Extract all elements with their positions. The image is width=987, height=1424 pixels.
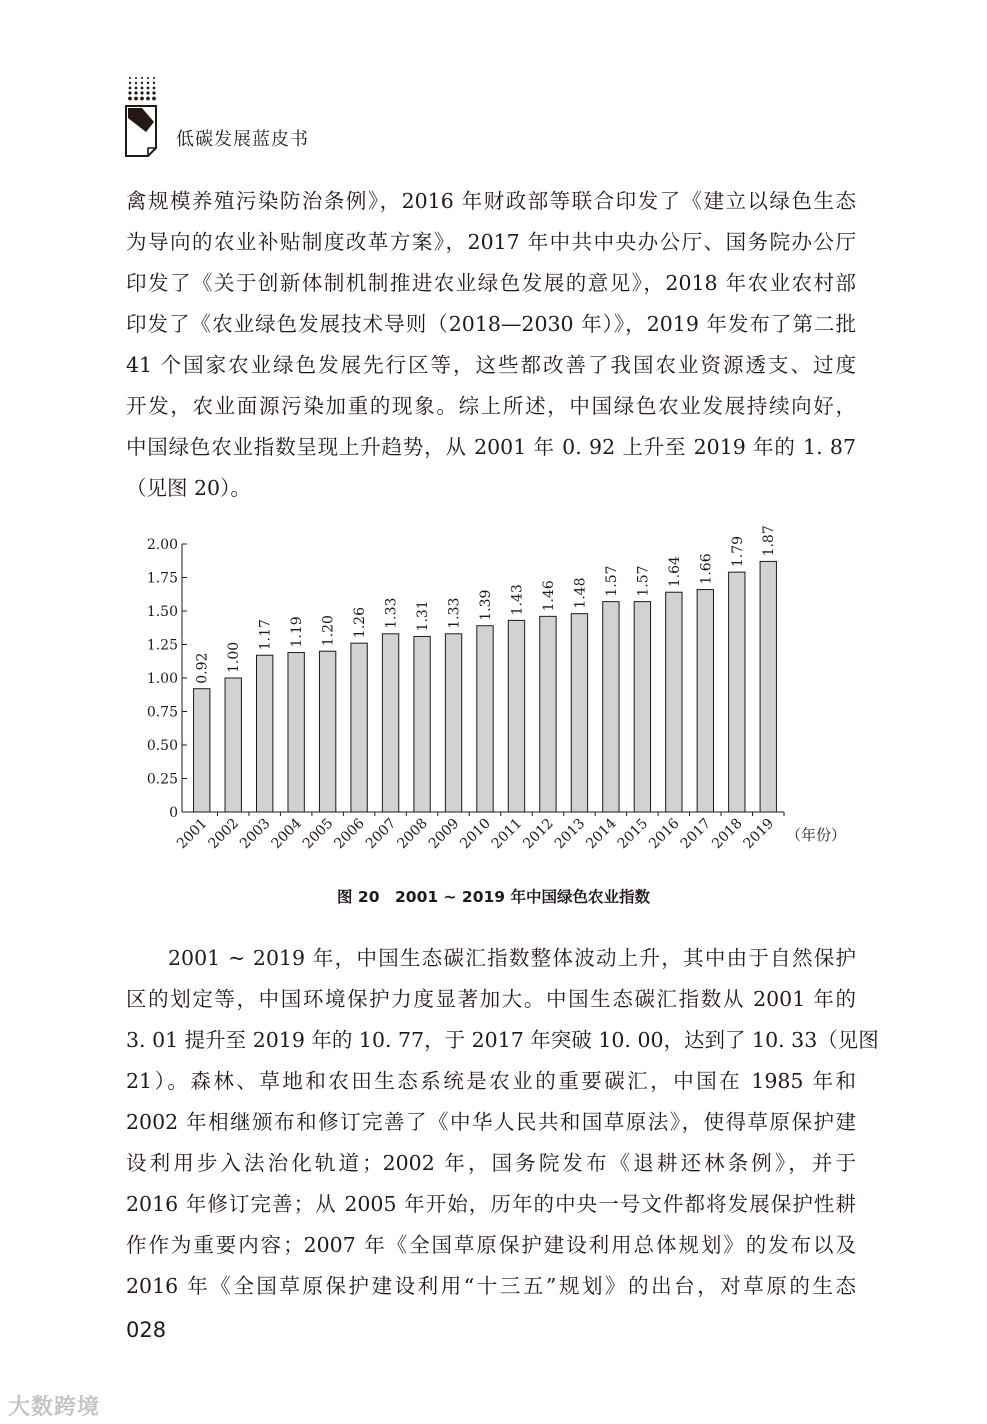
bar (571, 614, 587, 812)
x-tick-label: 2017 (677, 815, 715, 853)
bar (760, 561, 776, 812)
bar (257, 655, 273, 812)
y-tick-label: 1.75 (146, 570, 178, 587)
data-label: 1.31 (415, 600, 432, 632)
data-label: 1.66 (698, 553, 715, 585)
data-label: 1.87 (761, 525, 778, 557)
data-label: 1.17 (257, 619, 274, 651)
x-tick-label: 2019 (740, 815, 778, 853)
text-line: 设利用步入法治化轨道；2002 年，国务院发布《退耕还林条例》，并于 (126, 1151, 856, 1175)
watermark: 大数跨境 (8, 1395, 101, 1420)
x-tick-label: 2014 (583, 815, 620, 853)
x-axis-label: （年份） (786, 826, 847, 844)
y-tick-label: 1.25 (146, 637, 178, 654)
data-label: 0.92 (194, 652, 211, 684)
bar (194, 689, 210, 812)
text-line: 禽规模养殖污染防治条例》，2016 年财政部等联合印发了《建立以绿色生态 (126, 189, 856, 213)
data-label: 1.33 (383, 597, 400, 629)
y-tick-label: 0.50 (146, 738, 178, 754)
text-line: （见图 20）。 (126, 476, 251, 500)
data-label: 1.26 (352, 606, 369, 639)
data-label: 1.79 (729, 535, 746, 568)
bar (414, 636, 430, 812)
data-label: 1.43 (509, 584, 526, 616)
x-tick-label: 2012 (520, 815, 557, 853)
data-label: 1.00 (226, 641, 243, 673)
x-tick-label: 2013 (551, 815, 589, 853)
x-tick-label: 2004 (268, 815, 305, 853)
y-tick-label: 0.75 (146, 704, 178, 721)
text-line: 2002 年相继颁布和修订完善了《中华人民共和国草原法》，使得草原保护建 (126, 1110, 856, 1134)
bar (540, 616, 556, 812)
data-label: 1.46 (540, 580, 557, 612)
text-line: 21）。森林、草地和农田生态系统是农业的重要碳汇，中国在 1985 年和 (126, 1069, 856, 1093)
y-tick-label: 0.25 (146, 771, 178, 788)
data-label: 1.20 (320, 615, 337, 647)
text-line: 开发，农业面源污染加重的现象。综上所述，中国绿色农业发展持续向好， (126, 394, 856, 418)
data-label: 1.57 (603, 565, 620, 597)
bar (445, 634, 461, 812)
text-line: 印发了《关于创新体制机制推进农业绿色发展的意见》，2018 年农业农村部 (126, 271, 856, 295)
body-paragraph-2 (126, 938, 879, 1307)
bar (666, 592, 682, 812)
y-tick-label: 2.00 (146, 537, 178, 553)
text-line: 印发了《农业绿色发展技术导则（2018—2030 年）》，2019 年发布了第二批 (126, 312, 856, 336)
book-title: 低碳发展蓝皮书 (176, 129, 309, 150)
bar (225, 678, 241, 812)
text-line: 作作为重要内容；2007 年《全国草原保护建设利用总体规划》的发布以及 (126, 1233, 856, 1257)
bar (319, 651, 335, 812)
bar (382, 634, 398, 812)
figure-caption: 图 20 2001 ~ 2019 年中国绿色农业指数 (337, 888, 650, 906)
x-tick-label: 2005 (299, 815, 337, 853)
data-label: 1.48 (572, 577, 589, 609)
data-label: 1.57 (635, 565, 652, 597)
text-line: 中国绿色农业指数呈现上升趋势，从 2001 年 0. 92 上升至 2019 年的 1. 87 (126, 435, 856, 459)
data-label: 1.19 (289, 616, 306, 648)
text-line: 区的划定等，中国环境保护力度显著加大。中国生态碳汇指数从 2001 年的 (126, 987, 856, 1011)
y-tick-label: 1.50 (146, 604, 178, 620)
text-line: 3. 01 提升至 2019 年的 10. 77，于 2017 年突破 10. 00，达到了 10. 33（见图 (126, 1028, 879, 1052)
book-series-logo (122, 72, 162, 164)
text-line: 2016 年修订完善；从 2005 年开始，历年的中央一号文件都将发展保护性耕 (126, 1192, 856, 1216)
data-label: 1.39 (478, 589, 494, 621)
x-tick-label: 2016 (646, 815, 683, 853)
data-label: 1.33 (446, 597, 463, 629)
x-tick-label: 2002 (205, 815, 243, 853)
x-tick-label: 2007 (362, 815, 400, 853)
x-tick-label: 2009 (425, 815, 463, 853)
bar (508, 620, 524, 812)
bar (634, 602, 650, 812)
text-line: 41 个国家农业绿色发展先行区等，这些都改善了我国农业资源透支、过度 (126, 353, 856, 377)
x-tick-label: 2018 (709, 815, 746, 853)
x-tick-label: 2011 (488, 815, 526, 853)
bar (603, 602, 619, 812)
body-paragraph-1 (126, 181, 856, 509)
x-tick-label: 2006 (331, 815, 368, 853)
bar (477, 626, 493, 812)
page-number: 028 (126, 1318, 167, 1342)
text-line: 为导向的农业补贴制度改革方案》，2017 年中共中央办公厅、国务院办公厅 (126, 230, 856, 254)
bar (351, 643, 367, 812)
text-line: 2001 ~ 2019 年，中国生态碳汇指数整体波动上升，其中由于自然保护 (168, 946, 856, 970)
x-tick-label: 2010 (457, 815, 494, 853)
y-tick-label: 1.00 (146, 671, 178, 687)
x-tick-label: 2015 (614, 815, 652, 853)
x-tick-label: 2003 (236, 815, 274, 853)
x-tick-label: 2008 (394, 815, 431, 853)
bar (697, 590, 713, 812)
green-agriculture-index-bar-chart (120, 520, 860, 880)
x-tick-label: 2001 (174, 815, 211, 853)
y-tick-label: 0 (169, 805, 178, 821)
bar (729, 572, 745, 812)
data-label: 1.64 (666, 556, 683, 588)
bar (288, 653, 304, 812)
text-line: 2016 年《全国草原保护建设利用“十三五”规划》的出台，对草原的生态 (126, 1274, 856, 1298)
